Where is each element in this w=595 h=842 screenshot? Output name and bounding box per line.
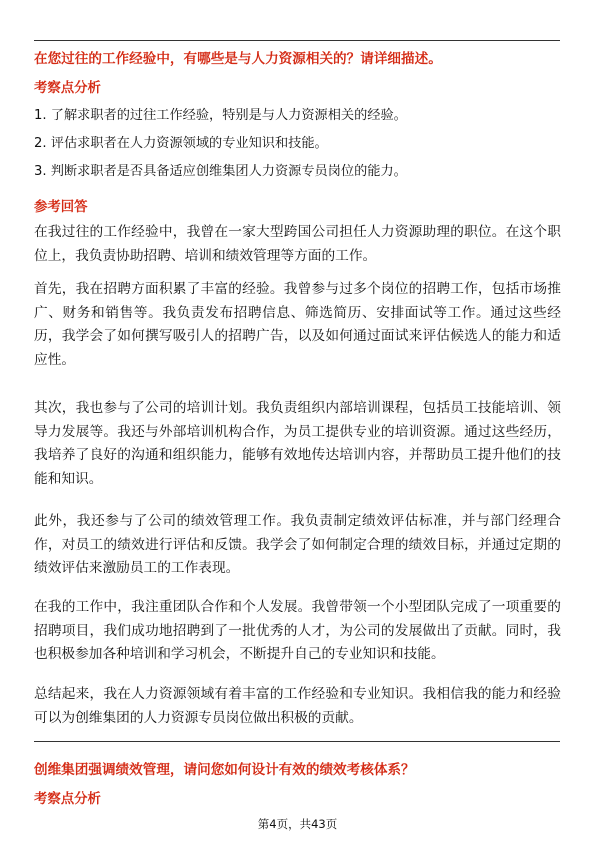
question-2-title: 创维集团强调绩效管理，请问您如何设计有效的绩效考核体系？ (34, 762, 415, 778)
top-rule (34, 40, 560, 41)
question-1-title: 在您过往的工作经验中，有哪些是与人力资源相关的？请详细描述。 (34, 51, 442, 67)
answer-paragraph-5: 在我的工作中，我注重团队合作和个人发展。我曾带领一个小型团队完成了一项重要的招聘项目，我们成功地招聘到了一批优秀的人才，为公司的发展做出了贡献。同时，我也积极参加各种培训和学习机会，不断提升自己的专业知识和技能。 (34, 599, 561, 663)
answer-paragraph-4: 此外，我还参与了公司的绩效管理工作。我负责制定绩效评估标准，并与部门经理合作，对员工的绩效进行评估和反馈。我学会了如何制定合理的绩效目标，并通过定期的绩效评估来激励员工的工作表现。 (34, 513, 561, 577)
answer-paragraph-6: 总结起来，我在人力资源领域有着丰富的工作经验和专业知识。我相信我的能力和经验可以为创维集团的人力资源专员岗位做出积极的贡献。 (34, 686, 561, 726)
analysis-item-1: 1. 了解求职者的过往工作经验，特别是与人力资源相关的经验。 (34, 108, 407, 123)
page-number: 第4页，共43页 (257, 817, 338, 831)
analysis-item-2: 2. 评估求职者在人力资源领域的专业知识和技能。 (34, 136, 328, 151)
answer-paragraph-2: 首先，我在招聘方面积累了丰富的经验。我曾参与过多个岗位的招聘工作，包括市场推广、财务和销售等。我负责发布招聘信息、筛选简历、安排面试等工作。通过这些经历，我学会了如何撰写吸引人的招聘广告，以及如何通过面试来评估候选人的能力和适应性。 (34, 281, 561, 369)
section-divider (34, 741, 560, 742)
answer-paragraph-1: 在我过往的工作经验中，我曾在一家大型跨国公司担任人力资源助理的职位。在这个职位上，我负责协助招聘、培训和绩效管理等方面的工作。 (34, 224, 561, 264)
answer-paragraph-3: 其次，我也参与了公司的培训计划。我负责组织内部培训课程，包括员工技能培训、领导力发展等。我还与外部培训机构合作，为员工提供专业的培训资源。通过这些经历，我培养了良好的沟通和组织能力，能够有效地传达培训内容，并帮助员工提升他们的技能和知识。 (34, 400, 561, 488)
analysis-heading-1: 考察点分析 (34, 81, 101, 96)
analysis-heading-2: 考察点分析 (34, 792, 101, 807)
answer-heading: 参考回答 (34, 200, 88, 215)
analysis-item-3: 3. 判断求职者是否具备适应创维集团人力资源专员岗位的能力。 (34, 164, 407, 179)
